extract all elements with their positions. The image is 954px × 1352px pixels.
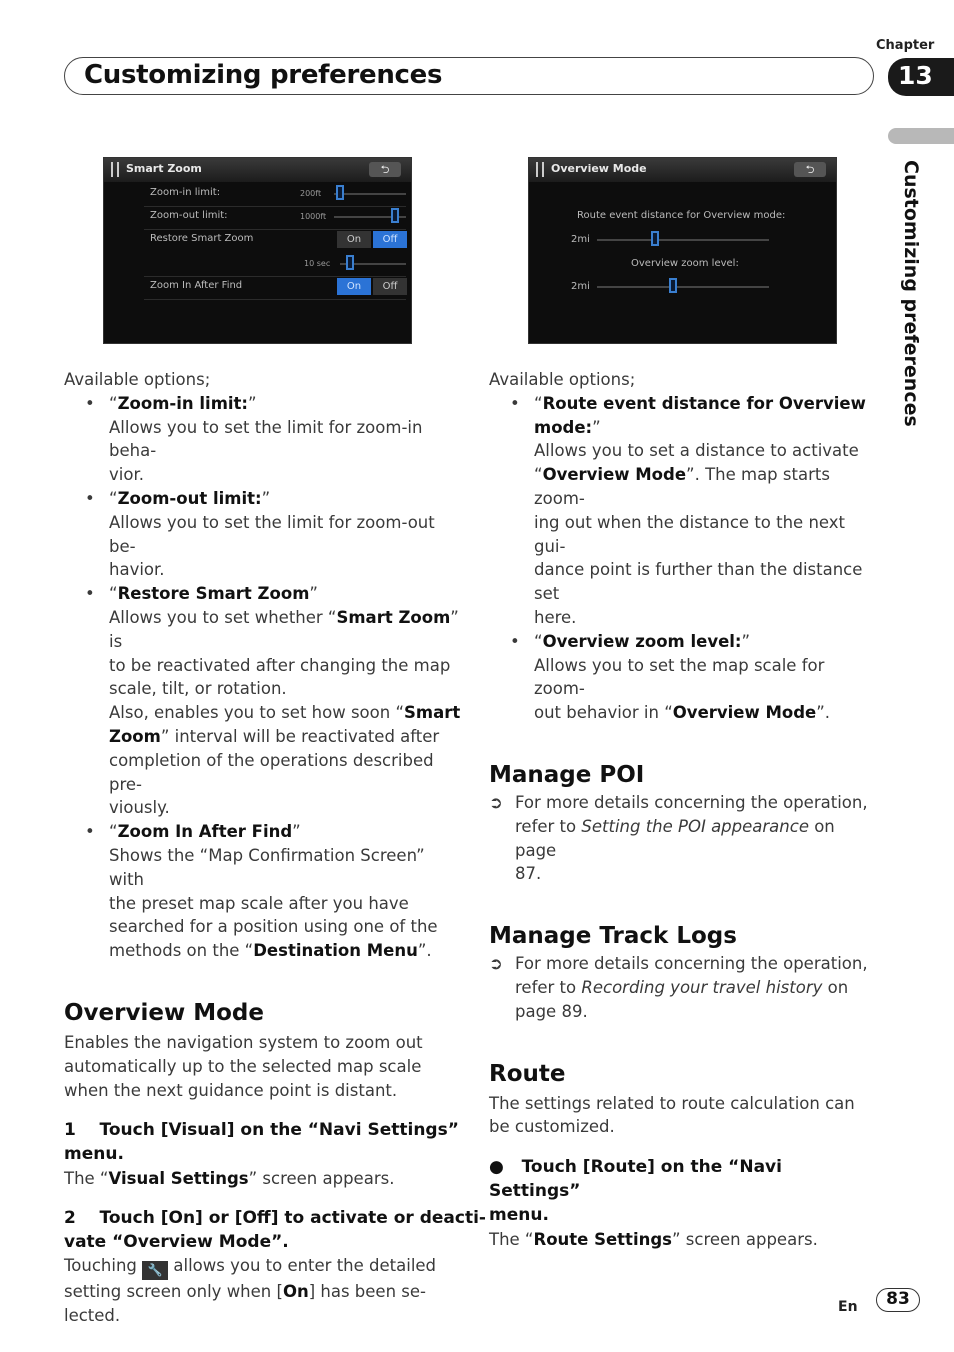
- section-heading-route: Route: [489, 1060, 566, 1087]
- step-2-heading-cont: vate “Overview Mode”.: [64, 1231, 289, 1252]
- option-desc: scale, tilt, or rotation.: [109, 679, 287, 699]
- text: ”.: [417, 941, 432, 961]
- option-desc: here.: [534, 607, 577, 627]
- back-button[interactable]: ⮌: [369, 162, 401, 177]
- list-item: • “Overview zoom level:” Allows you to set the map scale for zoom- out behavior in “Overview Mode”.: [489, 630, 879, 725]
- divider: [144, 299, 406, 300]
- list-item: • “Zoom-out limit:” Allows you to set the limit for zoom-out be- havior.: [64, 487, 464, 582]
- restore-off-toggle[interactable]: Off: [373, 231, 407, 248]
- restore-on-toggle[interactable]: On: [337, 231, 371, 248]
- option-desc: ing out when the distance to the next gui-: [534, 512, 846, 556]
- side-label: Customizing preferences: [900, 160, 922, 427]
- zoom-in-label: Zoom-in limit:: [150, 187, 221, 198]
- route-distance-thumb[interactable]: [651, 231, 659, 246]
- zoom-in-thumb[interactable]: [336, 185, 344, 200]
- option-title: Zoom-in limit:: [117, 393, 249, 413]
- option-title: mode:: [534, 417, 593, 437]
- option-desc: to be reactivated after changing the map: [109, 655, 451, 675]
- list-item: • “Zoom In After Find” Shows the “Map Confirmation Screen” with the preset map scale after you have searched for a position using one of the methods on the “Destination Menu”.: [64, 820, 464, 963]
- text: Touch [Route] on the “Navi Settings”: [489, 1157, 782, 1201]
- bullet-icon: •: [85, 584, 95, 604]
- option-desc: Allows you to set the limit for zoom-out be-: [109, 512, 435, 556]
- option-title: Route event distance for Overview: [542, 393, 866, 413]
- step-1-heading: 1 Touch [Visual] on the “Navi Settings”: [64, 1120, 459, 1141]
- text: ] has been se-: [308, 1282, 426, 1302]
- step-2-heading: 2 Touch [On] or [Off] to activate or deacti-: [64, 1207, 486, 1228]
- smart-zoom-screenshot: [103, 157, 412, 344]
- zoom-level-value: 2mi: [571, 281, 590, 292]
- reference-link[interactable]: Recording your travel history: [581, 977, 823, 997]
- screen-title: Overview Mode: [551, 162, 647, 175]
- available-options-label: Available options;: [64, 370, 211, 389]
- zoom-in-slider[interactable]: [334, 193, 406, 195]
- reference-link[interactable]: Setting the POI appearance: [581, 816, 809, 836]
- text: ” screen appears.: [671, 1229, 818, 1249]
- after-find-off-toggle[interactable]: Off: [373, 278, 407, 295]
- route-distance-value: 2mi: [571, 234, 590, 245]
- text-bold: Route Settings: [533, 1229, 672, 1249]
- zoom-level-thumb[interactable]: [669, 278, 677, 293]
- text: setting screen only when [: [64, 1282, 283, 1302]
- option-title: Zoom In After Find: [117, 822, 293, 842]
- option-desc: searched for a position using one of the: [109, 917, 438, 937]
- bullet-icon: •: [85, 488, 95, 508]
- page-number: 83: [876, 1288, 920, 1312]
- after-find-label: Zoom In After Find: [150, 280, 243, 291]
- divider: [144, 206, 406, 207]
- list-item: • “Restore Smart Zoom” Allows you to set whether “Smart Zoom” is to be reactivated after changing the map scale, tilt, or rotation. Also, enables you to set how soon “Smart Zoom” interval will be reactivated after completion of the operations described pre- viously.: [64, 582, 464, 820]
- chapter-label: Chapter: [876, 38, 935, 53]
- text: “: [534, 465, 543, 485]
- text: refer to: [515, 816, 582, 836]
- settings-icon: [536, 162, 544, 177]
- text-bold: Destination Menu: [253, 941, 418, 961]
- list-item: • “Zoom-in limit:” Allows you to set the limit for zoom-in beha- vior.: [64, 392, 464, 487]
- interval-thumb[interactable]: [346, 255, 354, 270]
- zoom-out-thumb[interactable]: [391, 208, 399, 223]
- zoom-in-value: 200ft: [300, 189, 322, 198]
- overview-paragraph: when the next guidance point is distant.: [64, 1080, 398, 1100]
- overview-paragraph: Enables the navigation system to zoom out: [64, 1032, 423, 1052]
- reference-item: [489, 952, 879, 1023]
- text: ” interval will be reactivated after: [160, 726, 440, 746]
- interval-value: 10 sec: [304, 259, 331, 268]
- option-title: Overview zoom level:: [542, 631, 742, 651]
- text: on: [822, 977, 849, 997]
- text: For more details concerning the operation,: [515, 954, 868, 974]
- text: ” screen appears.: [248, 1168, 395, 1188]
- option-title: Restore Smart Zoom: [117, 584, 310, 604]
- text: ”. The map starts zoom-: [534, 465, 830, 508]
- route-step-heading-cont: menu.: [489, 1204, 549, 1225]
- chapter-number: 13: [898, 61, 933, 90]
- option-desc: Allows you to set the map scale for zoom-: [534, 655, 825, 699]
- text-bold: Smart: [404, 703, 461, 723]
- text-bold: Overview Mode: [542, 465, 687, 485]
- text: ” is: [109, 607, 459, 651]
- side-tab: [888, 128, 954, 144]
- zoom-out-label: Zoom-out limit:: [150, 210, 228, 221]
- route-distance-slider[interactable]: [597, 239, 769, 241]
- text-bold: Overview Mode: [672, 703, 817, 723]
- option-desc: Shows the “Map Confirmation Screen” with: [109, 845, 425, 889]
- route-distance-label: Route event distance for Overview mode:: [577, 210, 786, 221]
- option-desc: dance point is further than the distance set: [534, 560, 863, 604]
- step-1-heading-cont: menu.: [64, 1144, 124, 1165]
- route-step-heading: [489, 1156, 879, 1204]
- text: 87.: [515, 864, 542, 884]
- zoom-level-label: Overview zoom level:: [631, 258, 739, 269]
- language-label: En: [838, 1299, 858, 1315]
- route-paragraph: be customized.: [489, 1117, 615, 1137]
- option-desc: Allows you to set a distance to activate: [534, 441, 859, 461]
- option-desc: viously.: [109, 798, 170, 818]
- text: The “: [489, 1229, 534, 1249]
- text: refer to: [515, 977, 582, 997]
- page-title: Customizing preferences: [84, 60, 443, 90]
- text: Allows you to set whether “: [109, 607, 337, 627]
- zoom-level-slider[interactable]: [597, 286, 769, 288]
- restore-label: Restore Smart Zoom: [150, 233, 254, 244]
- settings-icon: [111, 162, 119, 177]
- text-bold: Visual Settings: [108, 1168, 249, 1188]
- text: methods on the “: [109, 941, 254, 961]
- text: ”.: [816, 703, 831, 723]
- divider: [144, 276, 406, 277]
- bullet-icon: ●: [489, 1157, 522, 1178]
- text: page 89.: [515, 1001, 588, 1021]
- available-options-label: Available options;: [489, 370, 636, 389]
- arrow-icon: ➲: [489, 954, 503, 974]
- reference-item: [489, 791, 879, 886]
- bullet-icon: •: [510, 393, 520, 413]
- text: allows you to enter the detailed: [168, 1256, 437, 1276]
- text: lected.: [64, 1306, 121, 1326]
- text-bold: Smart Zoom: [336, 607, 451, 627]
- text: on page: [515, 816, 835, 860]
- option-desc: the preset map scale after you have: [109, 893, 409, 913]
- option-desc: vior.: [109, 465, 144, 485]
- text: Touching: [64, 1256, 143, 1276]
- screen-title: Smart Zoom: [126, 162, 202, 175]
- left-column: [64, 368, 486, 1328]
- text-bold: On: [282, 1282, 309, 1302]
- arrow-icon: ➲: [489, 792, 503, 812]
- option-title: Zoom-out limit:: [117, 488, 262, 508]
- section-heading-poi: Manage POI: [489, 761, 645, 788]
- overview-paragraph: automatically up to the selected map scale: [64, 1056, 422, 1076]
- route-paragraph: The settings related to route calculation can: [489, 1093, 855, 1113]
- overview-mode-screenshot: [528, 157, 837, 344]
- bullet-icon: •: [510, 631, 520, 651]
- bullet-icon: •: [85, 393, 95, 413]
- after-find-on-toggle[interactable]: On: [337, 278, 371, 295]
- zoom-out-value: 1000ft: [300, 212, 327, 221]
- option-desc: completion of the operations described pre-: [109, 750, 434, 794]
- right-column: [489, 368, 879, 1251]
- text: For more details concerning the operation,: [515, 792, 868, 812]
- bullet-icon: •: [85, 822, 95, 842]
- wrench-icon: 🔧: [142, 1261, 168, 1280]
- back-button[interactable]: ⮌: [794, 162, 826, 177]
- option-desc: Allows you to set the limit for zoom-in beha-: [109, 417, 423, 461]
- text: The “: [64, 1168, 109, 1188]
- section-heading-track-logs: Manage Track Logs: [489, 923, 737, 950]
- text: out behavior in “: [534, 703, 673, 723]
- section-heading-overview: Overview Mode: [64, 999, 264, 1026]
- text: Also, enables you to set how soon “: [109, 703, 404, 723]
- list-item: • “Route event distance for Overview mode:” Allows you to set a distance to activate “Overview Mode”. The map starts zoom- ing out when the distance to the next gui- dance point is further than the distance set here.: [489, 392, 879, 630]
- divider: [144, 229, 406, 230]
- text-bold: Zoom: [109, 726, 161, 746]
- option-desc: havior.: [109, 560, 165, 580]
